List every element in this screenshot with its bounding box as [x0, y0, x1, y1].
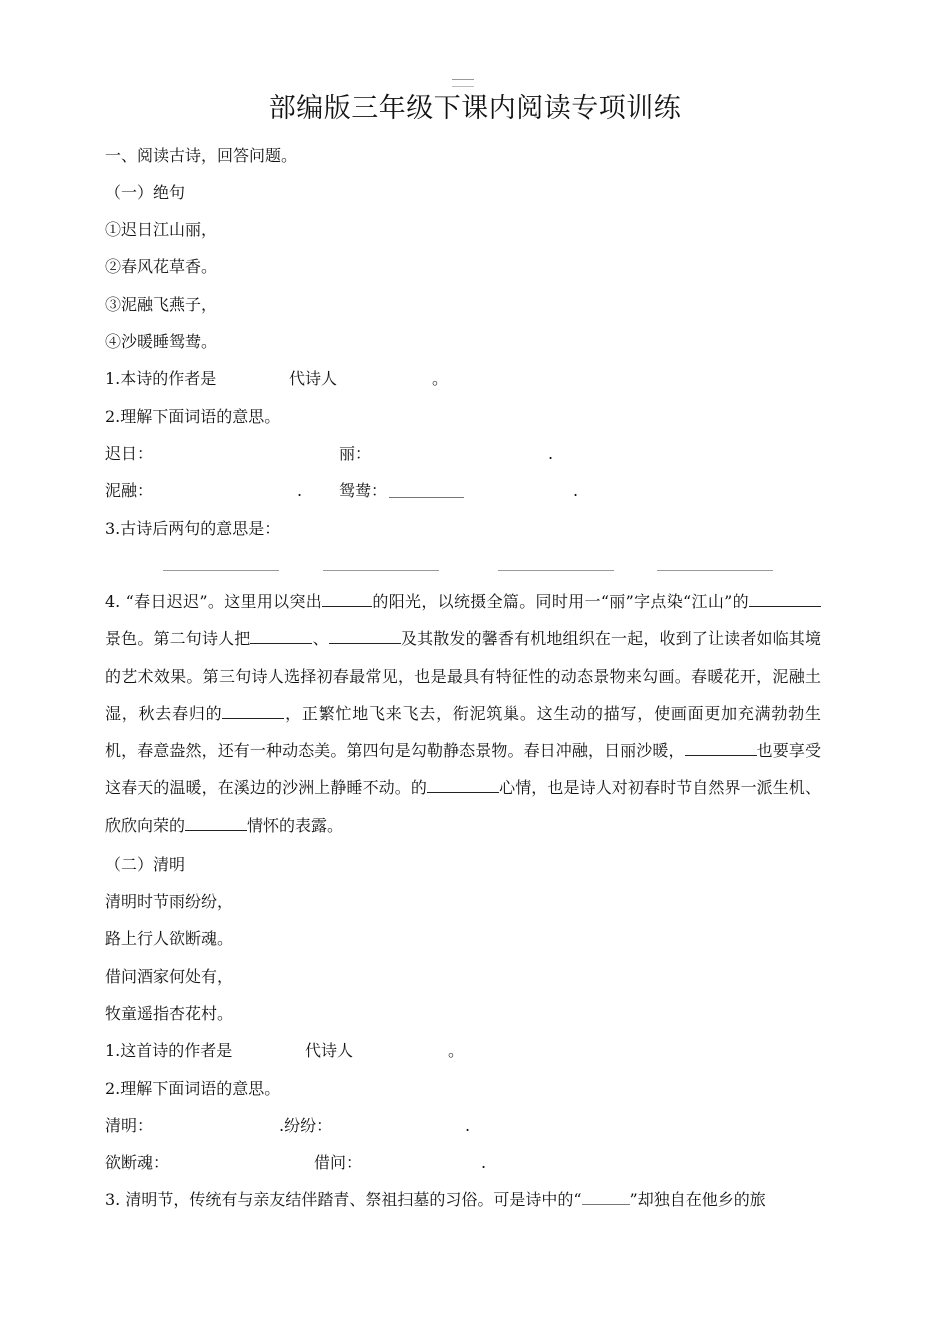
term-chiri: 迟日：: [105, 444, 154, 463]
row-end: .: [465, 1116, 471, 1135]
answer-line-1[interactable]: [163, 570, 279, 571]
q4-text: 及其散发的馨香有机地组织在一起，收到了让读者如临其境的艺术效果。第三句诗人选择初春最常见，也是最具有特征性的动态景物来勾画。春暖花开，泥融土湿，秋去春归的: [105, 629, 821, 723]
answer-line-4[interactable]: [657, 570, 773, 571]
q4-text: 、: [312, 629, 329, 649]
term-li: 丽：: [339, 444, 372, 463]
q4-text: 心情，也是诗人对初春时节自然界一派生机、欣欣向荣的: [105, 778, 821, 835]
q1-mid: 代诗人: [305, 1041, 354, 1060]
blank-duck[interactable]: [685, 741, 757, 756]
poem2-line-2: 路上行人欲断魂。: [105, 929, 234, 948]
q4-text: ，正繁忙地飞来飞去，衔泥筑巢。这生动的描写，使画面更加充满勃勃生机，春意盎然，还有一种动态美。第四句是勾勒静态景物。春日冲融，日丽沙暖，: [105, 703, 821, 761]
answer-blank[interactable]: [389, 483, 464, 498]
poem1-line-4: ④沙暖睡鸳鸯。: [105, 332, 218, 351]
q3-text: ”却独自在他乡的旅: [629, 1190, 766, 1209]
poem1-q1: [105, 369, 449, 389]
poem1-heading: （一）绝句: [105, 183, 186, 202]
blank-mood[interactable]: [427, 778, 499, 793]
poem1-q3: 3.古诗后两句的意思是：: [105, 519, 281, 538]
poem1-q2-row2: [105, 481, 579, 501]
term-fenfen: .纷纷：: [279, 1116, 333, 1135]
q3-text: 3. 清明节，传统有与亲友结伴踏青、祭祖扫墓的习俗。可是诗中的“: [105, 1190, 582, 1209]
row-dot: .: [297, 481, 303, 500]
term-yuduanhun: 欲断魂：: [105, 1153, 170, 1172]
term-yuanyang: 鸳鸯：: [339, 481, 388, 500]
q1-end: 。: [448, 1041, 465, 1060]
row-end: .: [481, 1153, 487, 1172]
poem1-q4-paragraph: [105, 583, 821, 844]
poem2-q2-row2: [105, 1153, 487, 1173]
term-nirong: 泥融：: [105, 481, 154, 500]
blank-item-2[interactable]: [329, 629, 401, 644]
poem2-line-4: 牧童遥指杏花村。: [105, 1004, 234, 1023]
poem2-line-3: 借问酒家何处有，: [105, 967, 234, 986]
poem1-q2-row1: [105, 444, 554, 464]
poem1-line-3: ③泥融飞燕子，: [105, 295, 218, 314]
poem1-q2: 2.理解下面词语的意思。: [105, 407, 281, 426]
q1-end: 。: [432, 369, 449, 388]
q1-prefix: 1.本诗的作者是: [105, 369, 217, 388]
poem2-q3: [105, 1190, 766, 1210]
answer-line-2[interactable]: [323, 570, 439, 571]
row-end: .: [573, 481, 579, 500]
q4-text: 也要享受这春天的温暖，在溪边的沙洲上静睡不动。的: [105, 741, 821, 798]
blank-feeling[interactable]: [185, 816, 247, 831]
blank-swallow[interactable]: [222, 704, 284, 719]
term-jiewen: 借问：: [314, 1153, 363, 1172]
poem1-line-1: ①迟日江山丽，: [105, 220, 218, 239]
blank-scenery[interactable]: [749, 592, 821, 607]
q4-text: 景色。第二句诗人把: [105, 629, 251, 649]
blank-item-1[interactable]: [250, 629, 312, 644]
q4-text: 4. “春日迟迟”。这里用以突出: [105, 592, 323, 611]
blank-person[interactable]: [582, 1190, 630, 1205]
poem1-line-2: ②春风花草香。: [105, 257, 218, 276]
section-heading: 一、阅读古诗，回答问题。: [105, 146, 298, 165]
q4-text: 的阳光，以统摄全篇。同时用一“丽”字点染“江山”的: [372, 592, 749, 611]
poem2-q1: [105, 1041, 465, 1061]
poem2-q2: 2.理解下面词语的意思。: [105, 1079, 281, 1098]
row-end: .: [548, 444, 554, 463]
q1-mid: 代诗人: [289, 369, 338, 388]
term-qingming: 清明：: [105, 1116, 154, 1135]
page-title: 部编版三年级下课内阅读专项训练: [268, 93, 682, 124]
answer-line-3[interactable]: [498, 570, 614, 571]
q1-prefix: 1.这首诗的作者是: [105, 1041, 233, 1060]
poem2-q2-row1: [105, 1116, 471, 1136]
blank-sunlight[interactable]: [322, 592, 372, 607]
poem2-line-1: 清明时节雨纷纷，: [105, 892, 234, 911]
poem2-heading: （二）清明: [105, 855, 186, 874]
q4-text: 情怀的表露。: [247, 815, 344, 835]
